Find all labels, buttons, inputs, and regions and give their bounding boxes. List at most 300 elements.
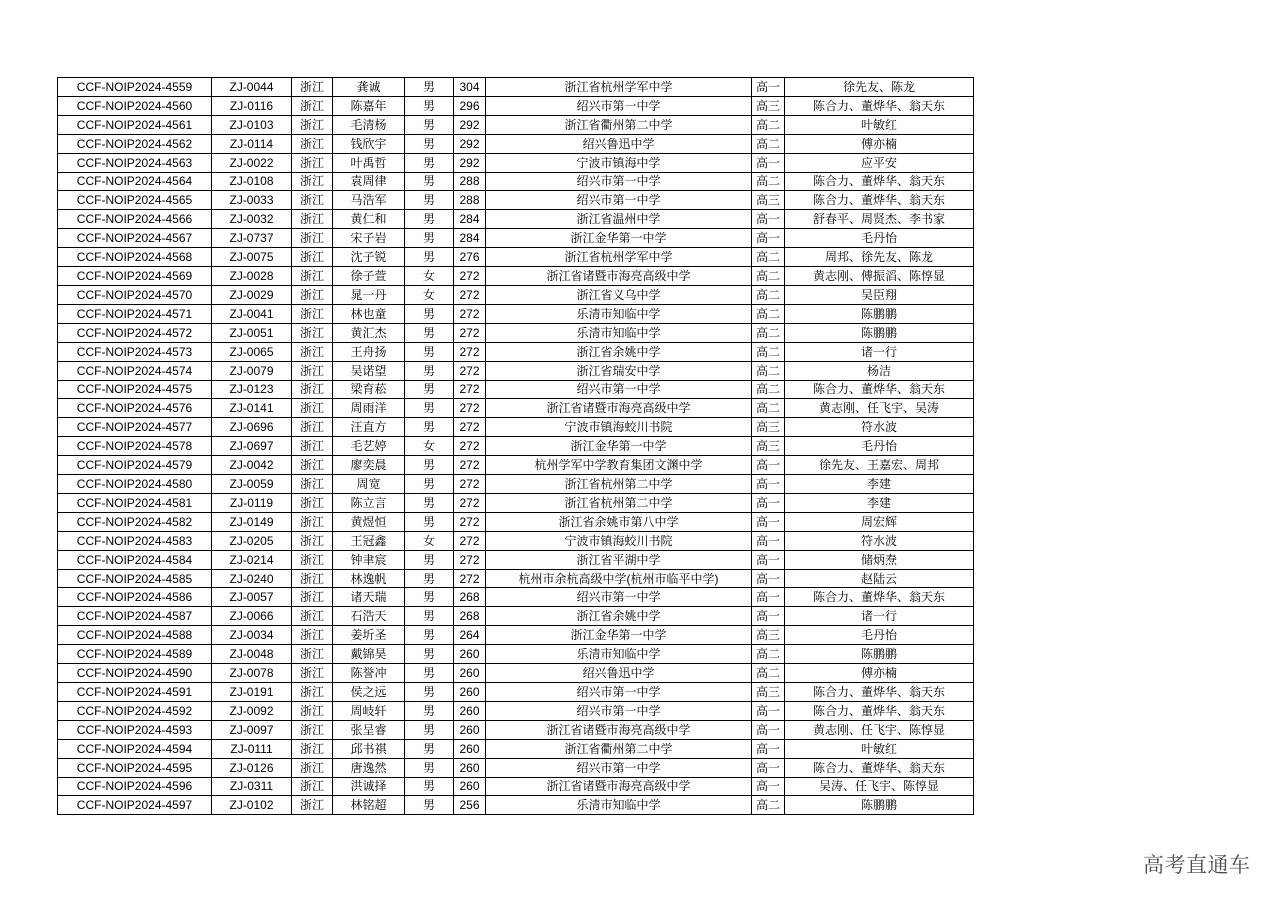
cell-certificate-number: CCF-NOIP2024-4577 [58,418,212,437]
table-row [58,569,974,588]
cell-province: 浙江 [292,758,333,777]
cell-gender: 男 [405,172,454,191]
cell-certificate-number: CCF-NOIP2024-4582 [58,512,212,531]
cell-gender: 男 [405,777,454,796]
cell-certificate-number: CCF-NOIP2024-4592 [58,701,212,720]
cell-certificate-number: CCF-NOIP2024-4586 [58,588,212,607]
cell-province: 浙江 [292,267,333,286]
cell-grade: 高一 [752,512,785,531]
cell-coach: 陈合力、董烨华、翁天东 [785,588,974,607]
cell-school: 浙江金华第一中学 [486,437,752,456]
cell-gender: 男 [405,361,454,380]
cell-school: 宁波市镇海蛟川书院 [486,531,752,550]
table-row [58,645,974,664]
cell-exam-id: ZJ-0079 [212,361,292,380]
cell-gender: 男 [405,550,454,569]
cell-student-name: 叶禹哲 [333,153,405,172]
cell-grade: 高二 [752,172,785,191]
cell-score: 260 [454,758,486,777]
cell-coach: 李建 [785,493,974,512]
cell-school: 乐清市知临中学 [486,304,752,323]
table-row [58,456,974,475]
table-row [58,172,974,191]
cell-certificate-number: CCF-NOIP2024-4578 [58,437,212,456]
cell-gender: 女 [405,285,454,304]
cell-student-name: 周宽 [333,475,405,494]
cell-exam-id: ZJ-0737 [212,229,292,248]
cell-score: 264 [454,626,486,645]
cell-grade: 高二 [752,645,785,664]
table-row [58,531,974,550]
cell-province: 浙江 [292,380,333,399]
cell-coach: 陈合力、董烨华、翁天东 [785,191,974,210]
table-row [58,418,974,437]
cell-province: 浙江 [292,475,333,494]
cell-score: 272 [454,493,486,512]
cell-student-name: 唐逸然 [333,758,405,777]
cell-exam-id: ZJ-0059 [212,475,292,494]
cell-school: 乐清市知临中学 [486,796,752,815]
cell-student-name: 周岐轩 [333,701,405,720]
watermark: 高考直通车 [1143,853,1251,877]
table-row [58,720,974,739]
cell-coach: 赵陆云 [785,569,974,588]
cell-school: 绍兴鲁迅中学 [486,664,752,683]
cell-province: 浙江 [292,191,333,210]
cell-gender: 男 [405,796,454,815]
cell-gender: 男 [405,701,454,720]
cell-student-name: 王冠鑫 [333,531,405,550]
cell-grade: 高一 [752,607,785,626]
table-row [58,153,974,172]
cell-coach: 黄志刚、任飞宇、陈惇显 [785,720,974,739]
cell-school: 绍兴市第一中学 [486,588,752,607]
cell-grade: 高一 [752,456,785,475]
cell-exam-id: ZJ-0041 [212,304,292,323]
cell-gender: 男 [405,418,454,437]
cell-province: 浙江 [292,248,333,267]
cell-gender: 男 [405,323,454,342]
cell-certificate-number: CCF-NOIP2024-4590 [58,664,212,683]
cell-coach: 吴臣翔 [785,285,974,304]
cell-coach: 陈鹏鹏 [785,304,974,323]
cell-province: 浙江 [292,550,333,569]
cell-province: 浙江 [292,645,333,664]
cell-coach: 吴涛、任飞宇、陈惇显 [785,777,974,796]
cell-exam-id: ZJ-0214 [212,550,292,569]
cell-certificate-number: CCF-NOIP2024-4597 [58,796,212,815]
cell-exam-id: ZJ-0102 [212,796,292,815]
table-row [58,777,974,796]
cell-score: 272 [454,475,486,494]
cell-grade: 高一 [752,588,785,607]
results-table [57,77,974,815]
cell-school: 杭州市余杭高级中学(杭州市临平中学) [486,569,752,588]
cell-exam-id: ZJ-0240 [212,569,292,588]
cell-gender: 男 [405,380,454,399]
cell-school: 浙江省诸暨市海亮高级中学 [486,267,752,286]
cell-grade: 高二 [752,323,785,342]
cell-gender: 男 [405,626,454,645]
table-row [58,380,974,399]
cell-school: 乐清市知临中学 [486,323,752,342]
cell-school: 宁波市镇海蛟川书院 [486,418,752,437]
cell-grade: 高一 [752,78,785,97]
results-table-body [58,78,974,815]
cell-student-name: 徐子萱 [333,267,405,286]
cell-grade: 高二 [752,361,785,380]
cell-certificate-number: CCF-NOIP2024-4583 [58,531,212,550]
cell-gender: 男 [405,134,454,153]
cell-score: 272 [454,456,486,475]
cell-score: 260 [454,701,486,720]
cell-exam-id: ZJ-0022 [212,153,292,172]
cell-school: 浙江省义乌中学 [486,285,752,304]
cell-exam-id: ZJ-0205 [212,531,292,550]
cell-student-name: 汪直方 [333,418,405,437]
cell-gender: 男 [405,153,454,172]
cell-exam-id: ZJ-0141 [212,399,292,418]
cell-gender: 男 [405,342,454,361]
cell-score: 260 [454,664,486,683]
cell-school: 绍兴市第一中学 [486,701,752,720]
cell-student-name: 戴锦昊 [333,645,405,664]
cell-exam-id: ZJ-0119 [212,493,292,512]
cell-exam-id: ZJ-0028 [212,267,292,286]
cell-school: 绍兴鲁迅中学 [486,134,752,153]
cell-score: 272 [454,361,486,380]
cell-province: 浙江 [292,342,333,361]
cell-grade: 高三 [752,191,785,210]
cell-student-name: 毛清杨 [333,115,405,134]
cell-certificate-number: CCF-NOIP2024-4571 [58,304,212,323]
cell-gender: 男 [405,191,454,210]
cell-grade: 高一 [752,569,785,588]
cell-certificate-number: CCF-NOIP2024-4561 [58,115,212,134]
cell-province: 浙江 [292,78,333,97]
cell-score: 272 [454,418,486,437]
cell-certificate-number: CCF-NOIP2024-4575 [58,380,212,399]
cell-school: 绍兴市第一中学 [486,380,752,399]
cell-province: 浙江 [292,285,333,304]
cell-exam-id: ZJ-0696 [212,418,292,437]
cell-gender: 女 [405,437,454,456]
cell-coach: 徐先友、王嘉宏、周邦 [785,456,974,475]
cell-coach: 符水波 [785,418,974,437]
cell-coach: 符水波 [785,531,974,550]
cell-exam-id: ZJ-0032 [212,210,292,229]
cell-school: 浙江省瑞安中学 [486,361,752,380]
cell-certificate-number: CCF-NOIP2024-4580 [58,475,212,494]
cell-province: 浙江 [292,115,333,134]
table-row [58,399,974,418]
cell-certificate-number: CCF-NOIP2024-4574 [58,361,212,380]
cell-certificate-number: CCF-NOIP2024-4584 [58,550,212,569]
cell-score: 268 [454,588,486,607]
cell-province: 浙江 [292,720,333,739]
cell-province: 浙江 [292,210,333,229]
cell-certificate-number: CCF-NOIP2024-4567 [58,229,212,248]
cell-certificate-number: CCF-NOIP2024-4566 [58,210,212,229]
cell-student-name: 姜圻圣 [333,626,405,645]
cell-exam-id: ZJ-0311 [212,777,292,796]
cell-exam-id: ZJ-0191 [212,683,292,702]
table-row [58,550,974,569]
cell-grade: 高一 [752,758,785,777]
cell-student-name: 毛艺婷 [333,437,405,456]
cell-score: 292 [454,153,486,172]
table-row [58,796,974,815]
cell-coach: 诸一行 [785,607,974,626]
cell-province: 浙江 [292,531,333,550]
cell-gender: 男 [405,399,454,418]
cell-certificate-number: CCF-NOIP2024-4587 [58,607,212,626]
cell-score: 272 [454,304,486,323]
cell-exam-id: ZJ-0051 [212,323,292,342]
cell-grade: 高二 [752,304,785,323]
cell-school: 浙江省余姚市第八中学 [486,512,752,531]
cell-score: 260 [454,645,486,664]
cell-exam-id: ZJ-0103 [212,115,292,134]
cell-school: 绍兴市第一中学 [486,683,752,702]
cell-school: 浙江金华第一中学 [486,229,752,248]
cell-student-name: 陈嘉年 [333,96,405,115]
cell-student-name: 林也童 [333,304,405,323]
cell-student-name: 钱欣宇 [333,134,405,153]
cell-gender: 男 [405,607,454,626]
cell-province: 浙江 [292,172,333,191]
cell-grade: 高二 [752,796,785,815]
cell-score: 276 [454,248,486,267]
cell-gender: 男 [405,739,454,758]
cell-student-name: 侯之远 [333,683,405,702]
table-row [58,701,974,720]
cell-grade: 高三 [752,96,785,115]
cell-student-name: 陈誉冲 [333,664,405,683]
cell-province: 浙江 [292,437,333,456]
cell-gender: 男 [405,115,454,134]
cell-province: 浙江 [292,304,333,323]
cell-school: 浙江省诸暨市海亮高级中学 [486,399,752,418]
cell-score: 272 [454,437,486,456]
cell-student-name: 袁周律 [333,172,405,191]
cell-grade: 高三 [752,418,785,437]
cell-province: 浙江 [292,512,333,531]
cell-grade: 高一 [752,701,785,720]
cell-student-name: 石浩天 [333,607,405,626]
cell-exam-id: ZJ-0114 [212,134,292,153]
cell-certificate-number: CCF-NOIP2024-4564 [58,172,212,191]
cell-score: 272 [454,342,486,361]
cell-province: 浙江 [292,683,333,702]
cell-school: 浙江省温州中学 [486,210,752,229]
cell-certificate-number: CCF-NOIP2024-4563 [58,153,212,172]
cell-school: 浙江省衢州第二中学 [486,115,752,134]
cell-school: 浙江省余姚中学 [486,607,752,626]
cell-gender: 男 [405,588,454,607]
cell-certificate-number: CCF-NOIP2024-4595 [58,758,212,777]
cell-student-name: 林铭超 [333,796,405,815]
table-row [58,285,974,304]
cell-province: 浙江 [292,588,333,607]
cell-coach: 陈合力、董烨华、翁天东 [785,380,974,399]
cell-school: 绍兴市第一中学 [486,172,752,191]
cell-province: 浙江 [292,418,333,437]
cell-gender: 男 [405,493,454,512]
table-row [58,493,974,512]
cell-province: 浙江 [292,739,333,758]
cell-certificate-number: CCF-NOIP2024-4562 [58,134,212,153]
cell-exam-id: ZJ-0029 [212,285,292,304]
cell-student-name: 廖奕晨 [333,456,405,475]
cell-coach: 陈合力、董烨华、翁天东 [785,683,974,702]
cell-certificate-number: CCF-NOIP2024-4576 [58,399,212,418]
cell-grade: 高一 [752,777,785,796]
cell-grade: 高二 [752,342,785,361]
cell-grade: 高一 [752,531,785,550]
cell-coach: 毛丹怡 [785,626,974,645]
cell-coach: 诸一行 [785,342,974,361]
cell-school: 绍兴市第一中学 [486,96,752,115]
cell-school: 浙江省余姚中学 [486,342,752,361]
cell-student-name: 龚诚 [333,78,405,97]
cell-coach: 陈合力、董烨华、翁天东 [785,172,974,191]
cell-student-name: 林逸帆 [333,569,405,588]
cell-grade: 高二 [752,380,785,399]
cell-grade: 高一 [752,153,785,172]
table-row [58,115,974,134]
cell-gender: 男 [405,758,454,777]
cell-score: 272 [454,569,486,588]
cell-coach: 周宏辉 [785,512,974,531]
table-row [58,607,974,626]
cell-certificate-number: CCF-NOIP2024-4593 [58,720,212,739]
cell-grade: 高一 [752,720,785,739]
cell-exam-id: ZJ-0044 [212,78,292,97]
cell-exam-id: ZJ-0057 [212,588,292,607]
table-row [58,683,974,702]
cell-coach: 陈合力、董烨华、翁天东 [785,96,974,115]
cell-student-name: 张呈睿 [333,720,405,739]
cell-school: 浙江省平湖中学 [486,550,752,569]
cell-coach: 傅亦楠 [785,664,974,683]
cell-gender: 男 [405,683,454,702]
cell-coach: 李建 [785,475,974,494]
cell-exam-id: ZJ-0065 [212,342,292,361]
table-row [58,758,974,777]
cell-coach: 陈鹏鹏 [785,323,974,342]
cell-province: 浙江 [292,229,333,248]
cell-score: 272 [454,399,486,418]
cell-certificate-number: CCF-NOIP2024-4559 [58,78,212,97]
cell-score: 260 [454,720,486,739]
cell-province: 浙江 [292,777,333,796]
cell-school: 浙江省诸暨市海亮高级中学 [486,777,752,796]
cell-coach: 陈合力、董烨华、翁天东 [785,758,974,777]
cell-coach: 毛丹怡 [785,437,974,456]
table-row [58,739,974,758]
cell-score: 296 [454,96,486,115]
cell-gender: 男 [405,645,454,664]
cell-coach: 徐先友、陈龙 [785,78,974,97]
cell-coach: 叶敏红 [785,739,974,758]
cell-score: 260 [454,777,486,796]
cell-exam-id: ZJ-0149 [212,512,292,531]
cell-gender: 男 [405,96,454,115]
cell-exam-id: ZJ-0111 [212,739,292,758]
cell-certificate-number: CCF-NOIP2024-4589 [58,645,212,664]
table-row [58,304,974,323]
table-row [58,437,974,456]
cell-exam-id: ZJ-0092 [212,701,292,720]
cell-student-name: 周雨洋 [333,399,405,418]
table-row [58,342,974,361]
table-row [58,134,974,153]
cell-student-name: 邱书祺 [333,739,405,758]
cell-grade: 高一 [752,475,785,494]
cell-school: 绍兴市第一中学 [486,191,752,210]
cell-grade: 高一 [752,210,785,229]
cell-gender: 女 [405,531,454,550]
cell-certificate-number: CCF-NOIP2024-4560 [58,96,212,115]
cell-coach: 毛丹怡 [785,229,974,248]
cell-certificate-number: CCF-NOIP2024-4591 [58,683,212,702]
cell-certificate-number: CCF-NOIP2024-4585 [58,569,212,588]
cell-student-name: 黄仁和 [333,210,405,229]
cell-exam-id: ZJ-0116 [212,96,292,115]
cell-school: 浙江省杭州第二中学 [486,493,752,512]
cell-certificate-number: CCF-NOIP2024-4573 [58,342,212,361]
cell-grade: 高三 [752,437,785,456]
cell-student-name: 陈立言 [333,493,405,512]
cell-grade: 高二 [752,267,785,286]
cell-score: 272 [454,550,486,569]
cell-score: 272 [454,531,486,550]
cell-school: 浙江省杭州学军中学 [486,248,752,267]
cell-gender: 男 [405,720,454,739]
cell-exam-id: ZJ-0075 [212,248,292,267]
cell-grade: 高一 [752,493,785,512]
cell-score: 304 [454,78,486,97]
table-row [58,475,974,494]
cell-grade: 高三 [752,683,785,702]
cell-certificate-number: CCF-NOIP2024-4565 [58,191,212,210]
cell-grade: 高二 [752,134,785,153]
cell-gender: 男 [405,304,454,323]
cell-province: 浙江 [292,323,333,342]
cell-province: 浙江 [292,569,333,588]
table-row [58,191,974,210]
cell-certificate-number: CCF-NOIP2024-4581 [58,493,212,512]
cell-gender: 男 [405,456,454,475]
cell-school: 乐清市知临中学 [486,645,752,664]
cell-grade: 高二 [752,664,785,683]
cell-province: 浙江 [292,664,333,683]
cell-exam-id: ZJ-0126 [212,758,292,777]
cell-province: 浙江 [292,626,333,645]
cell-exam-id: ZJ-0033 [212,191,292,210]
cell-score: 272 [454,285,486,304]
cell-exam-id: ZJ-0697 [212,437,292,456]
cell-grade: 高二 [752,248,785,267]
table-row [58,229,974,248]
cell-coach: 周邦、徐先友、陈龙 [785,248,974,267]
table-row [58,361,974,380]
cell-province: 浙江 [292,456,333,475]
cell-student-name: 宋子岩 [333,229,405,248]
cell-province: 浙江 [292,701,333,720]
cell-exam-id: ZJ-0066 [212,607,292,626]
